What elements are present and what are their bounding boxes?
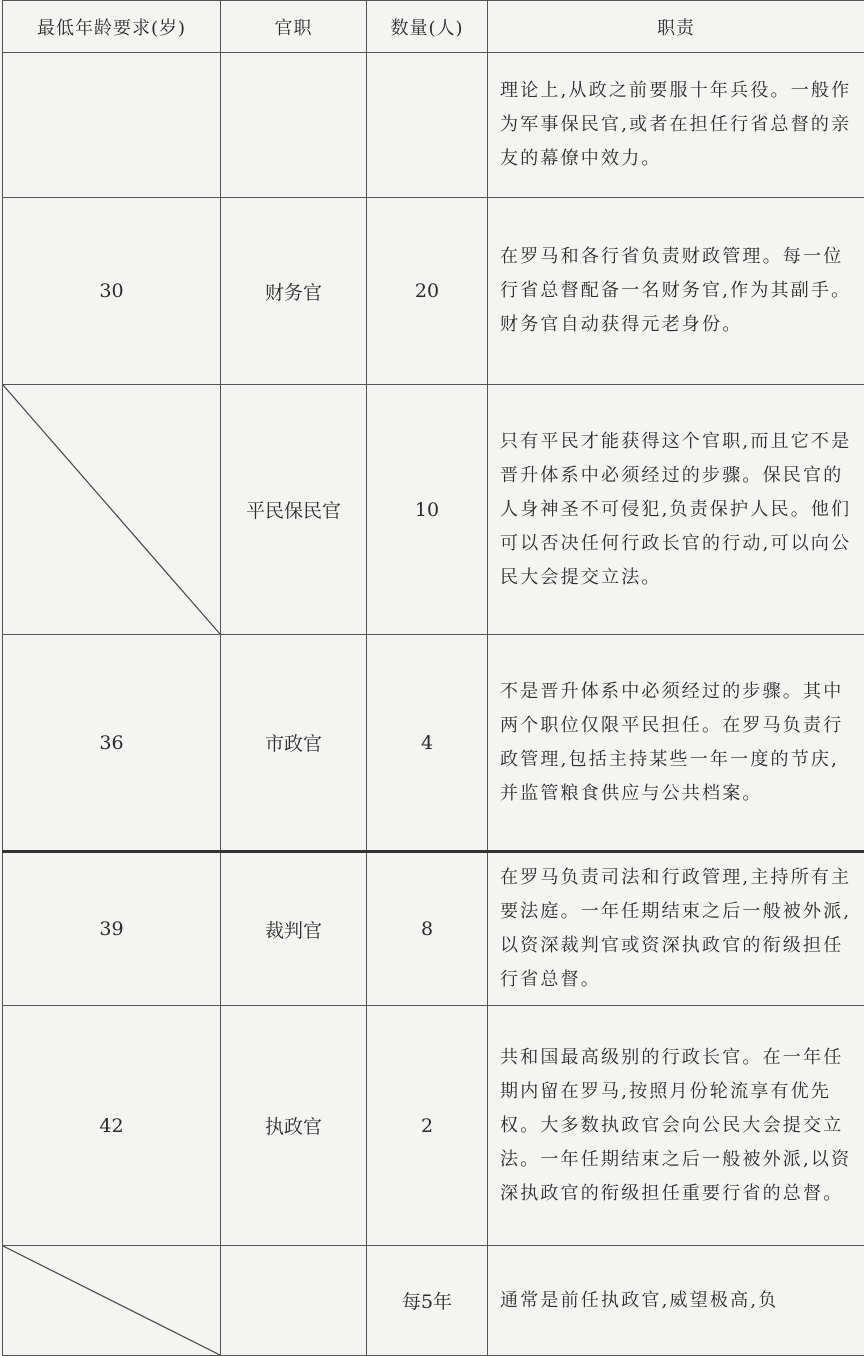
cell-count: 20 <box>367 198 488 385</box>
table-row <box>3 1246 864 1356</box>
cell-office <box>221 1246 367 1356</box>
cell-age-diagonal <box>3 385 221 635</box>
table-row <box>3 385 864 635</box>
header-age: 最低年龄要求(岁) <box>3 1 221 53</box>
cell-duty: 不是晋升体系中必须经过的步骤。其中两个职位仅限平民担任。在罗马负责行政管理,包括主持某些一年一度的节庆,并监管粮食供应与公共档案。 <box>488 635 864 852</box>
cell-age: 39 <box>3 852 221 1006</box>
diagonal-line <box>3 385 220 634</box>
cell-count: 4 <box>367 635 488 852</box>
cell-duty: 通常是前任执政官,威望极高,负 <box>488 1246 864 1356</box>
table-row <box>3 1006 864 1246</box>
table-row <box>3 53 864 198</box>
cell-office: 裁判官 <box>221 852 367 1006</box>
cell-age: 30 <box>3 198 221 385</box>
table-row <box>3 198 864 385</box>
header-office: 官职 <box>221 1 367 53</box>
table-row <box>3 852 864 1006</box>
cell-office <box>221 53 367 198</box>
cell-count: 8 <box>367 852 488 1006</box>
cell-age: 42 <box>3 1006 221 1246</box>
cell-office: 财务官 <box>221 198 367 385</box>
cell-duty: 只有平民才能获得这个官职,而且它不是晋升体系中必须经过的步骤。保民官的人身神圣不可侵犯,负责保护人民。他们可以否决任何行政长官的行动,可以向公民大会提交立法。 <box>488 385 864 635</box>
cell-count <box>367 53 488 198</box>
cell-age: 36 <box>3 635 221 852</box>
header-duty: 职责 <box>488 1 864 53</box>
cell-office: 执政官 <box>221 1006 367 1246</box>
cell-count: 10 <box>367 385 488 635</box>
cell-age-diagonal <box>3 1246 221 1356</box>
cell-office: 平民保民官 <box>221 385 367 635</box>
table-row <box>3 635 864 852</box>
header-row <box>3 1 864 53</box>
cell-count: 每5年 <box>367 1246 488 1356</box>
cell-duty: 在罗马负责司法和行政管理,主持所有主要法庭。一年任期结束之后一般被外派,以资深裁判官或资深执政官的衔级担任行省总督。 <box>488 852 864 1006</box>
cell-duty: 在罗马和各行省负责财政管理。每一位行省总督配备一名财务官,作为其副手。财务官自动获得元老身份。 <box>488 198 864 385</box>
cell-age <box>3 53 221 198</box>
magistracy-table <box>2 0 864 1356</box>
diagonal-line <box>3 1246 220 1355</box>
header-count: 数量(人) <box>367 1 488 53</box>
cell-duty: 共和国最高级别的行政长官。在一年任期内留在罗马,按照月份轮流享有优先权。大多数执政官会向公民大会提交立法。一年任期结束之后一般被外派,以资深执政官的衔级担任重要行省的总督。 <box>488 1006 864 1246</box>
cell-duty: 理论上,从政之前要服十年兵役。一般作为军事保民官,或者在担任行省总督的亲友的幕僚中效力。 <box>488 53 864 198</box>
cell-count: 2 <box>367 1006 488 1246</box>
cell-office: 市政官 <box>221 635 367 852</box>
